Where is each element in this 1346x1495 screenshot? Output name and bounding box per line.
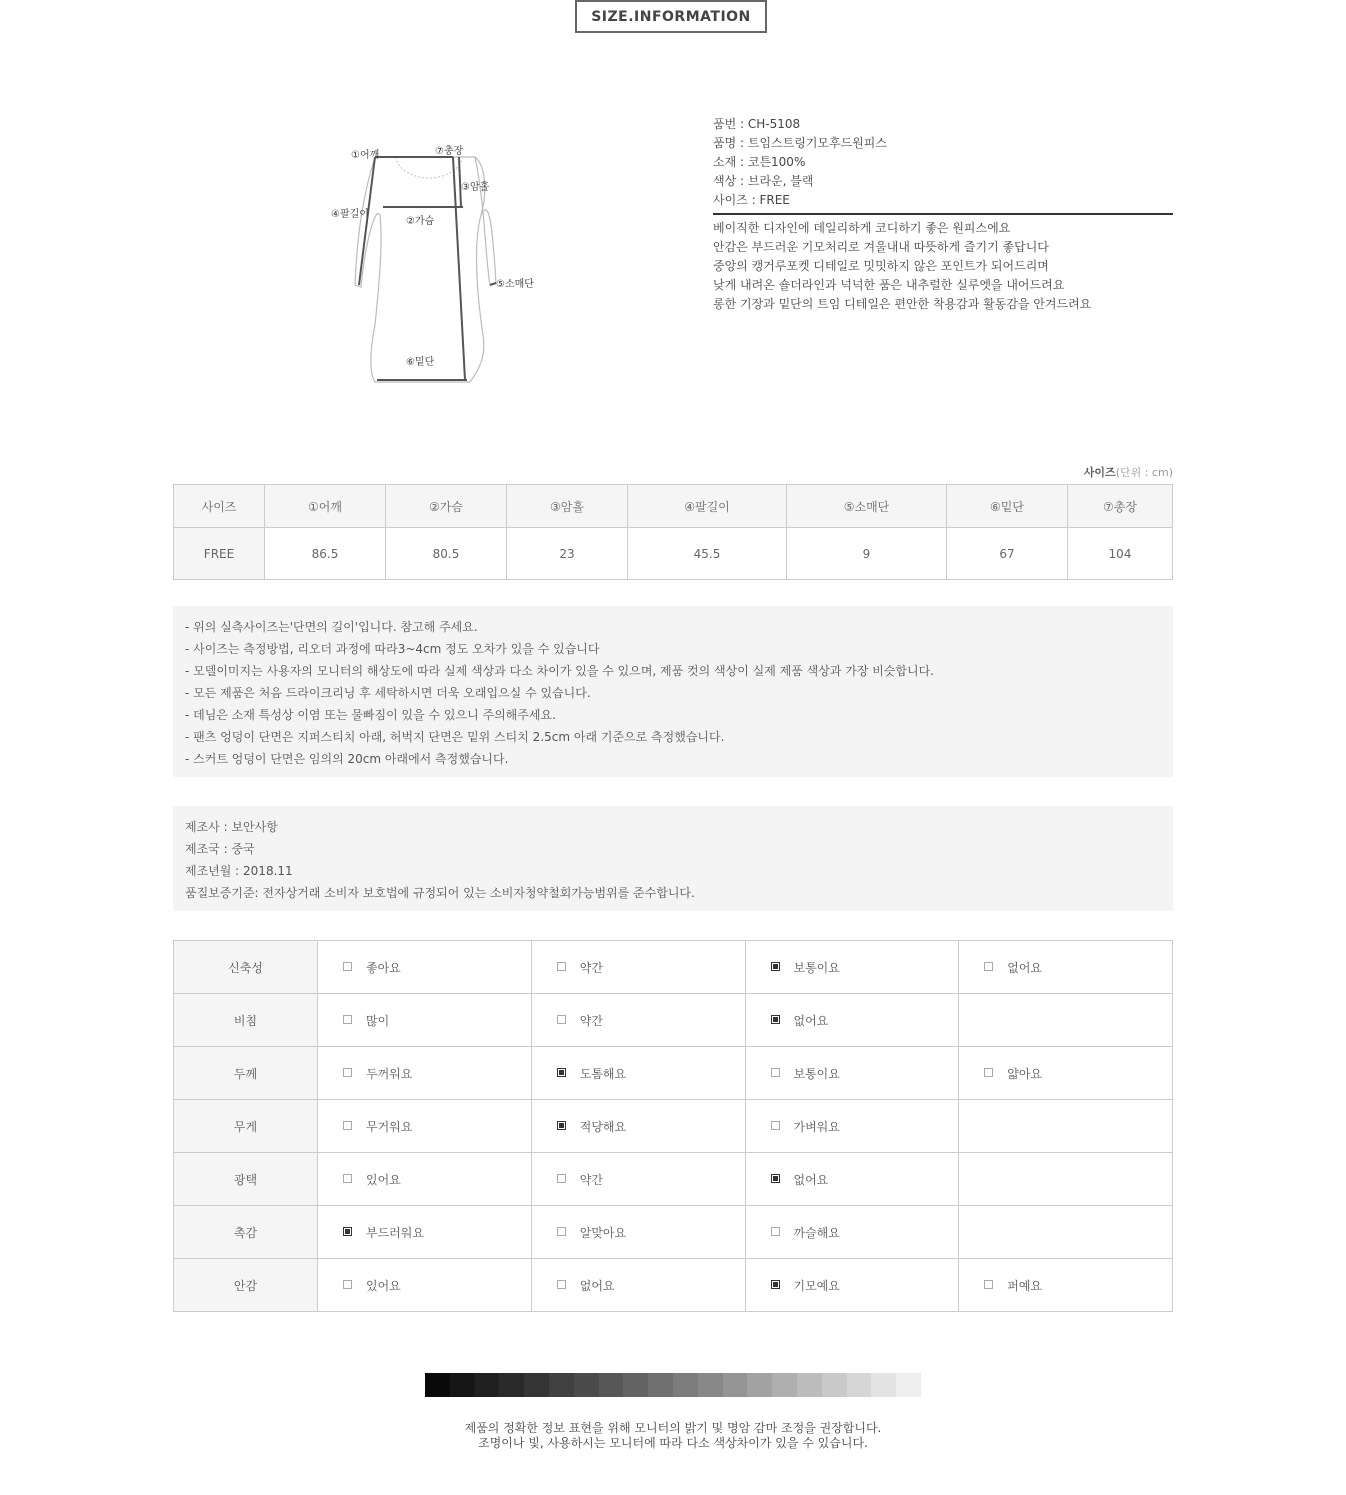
- gray-swatch: [698, 1373, 723, 1397]
- attribute-table: [173, 940, 1173, 1312]
- gray-swatch: [599, 1373, 624, 1397]
- unchecked-checkbox-icon: [557, 1015, 566, 1024]
- size-cell: 9: [787, 528, 947, 580]
- maker-line: 품질보증기준: 전자상거래 소비자 보호법에 규정되어 있는 소비자청약철회가능범위를 준수합니다.: [185, 886, 695, 900]
- size-table: [173, 484, 1173, 580]
- size-cell: 86.5: [265, 528, 386, 580]
- gray-swatch: [723, 1373, 748, 1397]
- size-table-header: [174, 485, 1173, 528]
- attribute-option: [745, 1153, 959, 1206]
- header-cell: ⑤소매단: [787, 485, 947, 528]
- checked-checkbox-icon: [771, 1174, 780, 1183]
- size-cell: 67: [947, 528, 1068, 580]
- attribute-option: [531, 1259, 745, 1312]
- product-size: 사이즈 : FREE: [713, 193, 790, 207]
- gray-swatch: [475, 1373, 500, 1397]
- product-info: [713, 115, 1173, 314]
- attribute-option: [745, 994, 959, 1047]
- gray-swatch: [772, 1373, 797, 1397]
- option-label: 퍼예요: [1007, 1278, 1043, 1293]
- attribute-label: 촉감: [174, 1206, 318, 1259]
- unchecked-checkbox-icon: [343, 1068, 352, 1077]
- unchecked-checkbox-icon: [984, 962, 993, 971]
- option-label: 있어요: [366, 1172, 401, 1187]
- product-name: 품명 : 트임스트링기모후드원피스: [713, 136, 887, 150]
- size-cell: 80.5: [386, 528, 507, 580]
- unit-label: 사이즈: [1083, 466, 1116, 479]
- description-line: 롱한 기장과 밑단의 트임 디테일은 편안한 착용감과 활동감을 안겨드려요: [713, 297, 1092, 311]
- unchecked-checkbox-icon: [343, 1174, 352, 1183]
- option-label: 얇아요: [1007, 1066, 1043, 1081]
- checked-checkbox-icon: [343, 1227, 352, 1236]
- description-line: 낮게 내려온 숄더라인과 넉넉한 품은 내추럴한 실루엣을 내어드려요: [713, 278, 1065, 292]
- label-sleeve: ④팔길이: [331, 209, 369, 220]
- label-cuff: ⑤소매단: [496, 279, 534, 290]
- attribute-option: [531, 994, 745, 1047]
- monitor-note: [373, 1421, 973, 1451]
- unchecked-checkbox-icon: [557, 962, 566, 971]
- product-color: 색상 : 브라운, 블랙: [713, 174, 814, 188]
- option-label: 가벼워요: [793, 1119, 840, 1134]
- attribute-option: [318, 1153, 532, 1206]
- monitor-note-line: 제품의 정확한 정보 표현을 위해 모니터의 밝기 및 명암 감마 조정을 권장합니다.: [464, 1421, 882, 1435]
- option-label: 약간: [579, 1013, 603, 1028]
- attribute-option: [318, 1047, 532, 1100]
- option-label: 도톰해요: [579, 1066, 627, 1081]
- maker-line: 제조국 : 중국: [185, 842, 255, 856]
- attribute-option: [745, 1259, 959, 1312]
- label-armhole: ③암홀: [461, 182, 490, 193]
- note-line: - 위의 실측사이즈는'단면의 길이'입니다. 참고해 주세요.: [185, 620, 478, 634]
- unchecked-checkbox-icon: [343, 1121, 352, 1130]
- unit-suffix: (단위 : cm): [1115, 466, 1173, 479]
- header-cell: ④팔길이: [628, 485, 787, 528]
- gray-swatch: [450, 1373, 475, 1397]
- option-label: 두꺼워요: [366, 1066, 413, 1081]
- page-title: SIZE.INFORMATION: [575, 0, 767, 33]
- size-cell: 45.5: [628, 528, 787, 580]
- attribute-option: [959, 1153, 1173, 1206]
- unchecked-checkbox-icon: [771, 1227, 780, 1236]
- option-label: 부드러워요: [366, 1225, 424, 1240]
- size-cell: 23: [507, 528, 628, 580]
- gray-swatch: [524, 1373, 549, 1397]
- attribute-row: [174, 994, 1173, 1047]
- attribute-option: [959, 1047, 1173, 1100]
- option-label: 없어요: [793, 1013, 829, 1028]
- attribute-label: 두께: [174, 1047, 318, 1100]
- size-cell: FREE: [174, 528, 265, 580]
- attribute-option: [959, 994, 1173, 1047]
- attribute-row: [174, 1047, 1173, 1100]
- checked-checkbox-icon: [557, 1068, 566, 1077]
- option-label: 보통이요: [793, 960, 840, 975]
- attribute-option: [745, 941, 959, 994]
- description-line: 안감은 부드러운 기모처리로 겨울내내 따뜻하게 즐기기 좋답니다: [713, 240, 1049, 254]
- unchecked-checkbox-icon: [557, 1174, 566, 1183]
- gray-swatch: [648, 1373, 673, 1397]
- dress-outline-icon: [325, 135, 555, 395]
- attribute-option: [959, 1259, 1173, 1312]
- header-cell: ③암홀: [507, 485, 628, 528]
- option-label: 약간: [579, 960, 603, 975]
- checked-checkbox-icon: [771, 1015, 780, 1024]
- gray-swatch: [871, 1373, 896, 1397]
- option-label: 적당해요: [579, 1119, 627, 1134]
- gray-swatch: [896, 1373, 921, 1397]
- unchecked-checkbox-icon: [343, 1015, 352, 1024]
- note-line: - 팬츠 엉덩이 단면은 지퍼스티치 아래, 허벅지 단면은 밑위 스티치 2.5cm 아래 기준으로 측정했습니다.: [185, 730, 725, 744]
- option-label: 좋아요: [366, 960, 401, 975]
- note-line: - 모델이미지는 사용자의 모니터의 해상도에 따라 실제 색상과 다소 차이가 있을 수 있으며, 제품 컷의 색상이 실제 제품 색상과 가장 비슷합니다.: [185, 664, 934, 678]
- gray-swatch: [623, 1373, 648, 1397]
- gray-swatch: [574, 1373, 599, 1397]
- label-chest: ②가슴: [406, 216, 435, 227]
- option-label: 약간: [579, 1172, 603, 1187]
- header-cell: ⑥밑단: [947, 485, 1068, 528]
- attribute-option: [745, 1206, 959, 1259]
- divider: [713, 213, 1173, 215]
- gray-swatch: [549, 1373, 574, 1397]
- gray-scale-bar: [425, 1373, 921, 1397]
- size-unit: [1000, 464, 1173, 480]
- maker-line: 제조사 : 보안사항: [185, 820, 278, 834]
- size-cell: 104: [1068, 528, 1173, 580]
- label-shoulder: ①어깨: [351, 150, 380, 161]
- unchecked-checkbox-icon: [557, 1280, 566, 1289]
- attribute-row: [174, 1206, 1173, 1259]
- table-row: [174, 528, 1173, 580]
- attribute-label: 무게: [174, 1100, 318, 1153]
- unchecked-checkbox-icon: [984, 1068, 993, 1077]
- gray-swatch: [747, 1373, 772, 1397]
- attribute-row: [174, 1100, 1173, 1153]
- option-label: 많이: [366, 1013, 390, 1028]
- monitor-note-line: 조명이나 빛, 사용하시는 모니터에 따라 다소 색상차이가 있을 수 있습니다.: [478, 1436, 868, 1450]
- label-length: ⑦총장: [435, 146, 464, 157]
- option-label: 까슬해요: [793, 1225, 840, 1240]
- attribute-option: [959, 1100, 1173, 1153]
- size-notes: [173, 606, 1173, 777]
- gray-swatch: [797, 1373, 822, 1397]
- checked-checkbox-icon: [771, 1280, 780, 1289]
- unchecked-checkbox-icon: [343, 1280, 352, 1289]
- attribute-option: [531, 1153, 745, 1206]
- attribute-option: [318, 1100, 532, 1153]
- maker-info: [173, 806, 1173, 911]
- option-label: 알맞아요: [579, 1225, 627, 1240]
- option-label: 무거워요: [366, 1119, 413, 1134]
- attribute-row: [174, 1259, 1173, 1312]
- note-line: - 사이즈는 측정방법, 리오더 과정에 따라3~4cm 정도 오차가 있을 수 있습니다: [185, 642, 600, 656]
- attribute-option: [531, 1206, 745, 1259]
- attribute-option: [318, 1259, 532, 1312]
- option-label: 기모예요: [793, 1278, 840, 1293]
- option-label: 보통이요: [793, 1066, 840, 1081]
- unchecked-checkbox-icon: [557, 1227, 566, 1236]
- unchecked-checkbox-icon: [771, 1121, 780, 1130]
- unchecked-checkbox-icon: [984, 1280, 993, 1289]
- checked-checkbox-icon: [557, 1121, 566, 1130]
- attribute-option: [318, 941, 532, 994]
- garment-diagram: [325, 135, 555, 395]
- attribute-label: 비침: [174, 994, 318, 1047]
- gray-swatch: [499, 1373, 524, 1397]
- attribute-option: [531, 941, 745, 994]
- label-hem: ⑥밑단: [406, 357, 435, 368]
- unchecked-checkbox-icon: [343, 962, 352, 971]
- attribute-option: [318, 1206, 532, 1259]
- attribute-label: 안감: [174, 1259, 318, 1312]
- attribute-row: [174, 1153, 1173, 1206]
- option-label: 없어요: [793, 1172, 829, 1187]
- option-label: 없어요: [579, 1278, 615, 1293]
- attribute-option: [318, 994, 532, 1047]
- unchecked-checkbox-icon: [771, 1068, 780, 1077]
- description-line: 중앙의 캥거루포켓 디테일로 밋밋하지 않은 포인트가 되어드리며: [713, 259, 1049, 273]
- attribute-option: [745, 1100, 959, 1153]
- header-cell: ①어깨: [265, 485, 386, 528]
- attribute-row: [174, 941, 1173, 994]
- description-line: 베이직한 디자인에 데일리하게 코디하기 좋은 원피스에요: [713, 221, 1011, 235]
- header-cell: ⑦총장: [1068, 485, 1173, 528]
- attribute-label: 신축성: [174, 941, 318, 994]
- header-cell: ②가슴: [386, 485, 507, 528]
- attribute-option: [745, 1047, 959, 1100]
- product-code: 품번 : CH-5108: [713, 117, 801, 131]
- option-label: 없어요: [1007, 960, 1043, 975]
- gray-swatch: [847, 1373, 872, 1397]
- header-cell: 사이즈: [174, 485, 265, 528]
- attribute-label: 광택: [174, 1153, 318, 1206]
- attribute-option: [959, 941, 1173, 994]
- note-line: - 모든 제품은 처음 드라이크리닝 후 세탁하시면 더욱 오래입으실 수 있습니다.: [185, 686, 591, 700]
- attribute-option: [531, 1100, 745, 1153]
- gray-swatch: [673, 1373, 698, 1397]
- gray-swatch: [425, 1373, 450, 1397]
- checked-checkbox-icon: [771, 962, 780, 971]
- note-line: - 데님은 소재 특성상 이염 또는 물빠짐이 있을 수 있으니 주의해주세요.: [185, 708, 556, 722]
- gray-swatch: [822, 1373, 847, 1397]
- maker-line: 제조년월 : 2018.11: [185, 864, 293, 878]
- attribute-option: [959, 1206, 1173, 1259]
- note-line: - 스커트 엉덩이 단면은 임의의 20cm 아래에서 측정했습니다.: [185, 752, 509, 766]
- product-material: 소재 : 코튼100%: [713, 155, 806, 169]
- option-label: 있어요: [366, 1278, 401, 1293]
- attribute-option: [531, 1047, 745, 1100]
